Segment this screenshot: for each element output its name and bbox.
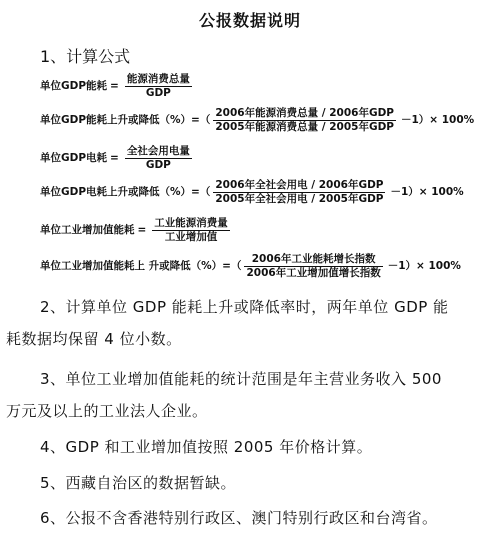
fraction <box>213 108 396 133</box>
formula-gdp-electricity-change <box>40 180 464 205</box>
note-4: 4、GDP 和工业增加值按照 2005 年价格计算。 <box>40 438 373 456</box>
equals-sign: = <box>137 224 147 236</box>
formula-tail: －1）× 100% <box>400 114 475 126</box>
note-3-line-1: 3、单位工业增加值能耗的统计范围是年主营业务收入 500 <box>40 370 442 388</box>
fraction-denominator: 2006年工业增加值增长指数 <box>246 267 381 280</box>
note-6: 6、公报不含香港特别行政区、澳门特别行政区和台湾省。 <box>40 509 438 527</box>
formula-label: 单位GDP电耗上升或降低（%）=（ <box>40 186 211 198</box>
fraction-denominator: 工业增加值 <box>164 231 218 244</box>
formula-gdp-energy-change <box>40 108 474 133</box>
formula-tail: －1）× 100% <box>387 260 461 272</box>
fraction <box>152 218 230 243</box>
formula-label: 单位GDP电耗 <box>40 152 108 164</box>
fraction-numerator: 全社会用电量 <box>126 145 190 157</box>
page-title: 公报数据说明 <box>198 11 301 30</box>
fraction-numerator: 能源消费总量 <box>126 73 190 85</box>
fraction <box>125 146 192 171</box>
fraction <box>244 254 382 279</box>
formula-industry-energy <box>40 218 233 243</box>
formula-gdp-energy <box>40 74 195 99</box>
formula-label: 单位工业增加值能耗上 升或降低（%）=（ <box>40 260 242 272</box>
equals-sign: = <box>110 152 119 164</box>
note-2-line-1: 2、计算单位 GDP 能耗上升或降低率时，两年单位 GDP 能 <box>40 298 449 316</box>
formula-label: 单位GDP能耗上升或降低（%）=（ <box>40 114 211 126</box>
fraction-numerator: 2006年能源消费总量 / 2006年GDP <box>215 107 394 119</box>
fraction-numerator: 2006年工业能耗增长指数 <box>251 253 376 265</box>
note-3-line-2: 万元及以上的工业法人企业。 <box>6 402 208 420</box>
fraction <box>125 74 192 99</box>
formula-tail: －1）× 100% <box>390 186 464 198</box>
note-5: 5、西藏自治区的数据暂缺。 <box>40 474 237 492</box>
equals-sign: = <box>110 80 119 92</box>
formula-gdp-electricity <box>40 146 195 171</box>
fraction-denominator: 2005年全社会用电 / 2005年GDP <box>215 193 384 206</box>
formula-label: 单位GDP能耗 <box>40 80 108 92</box>
fraction-denominator: GDP <box>145 87 171 100</box>
fraction-denominator: 2005年能源消费总量 / 2005年GDP <box>215 121 394 134</box>
fraction-numerator: 2006年全社会用电 / 2006年GDP <box>215 179 384 191</box>
fraction-denominator: GDP <box>145 159 171 172</box>
formula-label: 单位工业增加值能耗 <box>40 224 135 236</box>
fraction-numerator: 工业能源消费量 <box>154 217 228 229</box>
section-formula-heading: 1、计算公式 <box>40 47 131 66</box>
fraction <box>213 180 385 205</box>
formula-industry-energy-change <box>40 254 461 279</box>
note-2-line-2: 耗数据均保留 4 位小数。 <box>6 330 182 348</box>
